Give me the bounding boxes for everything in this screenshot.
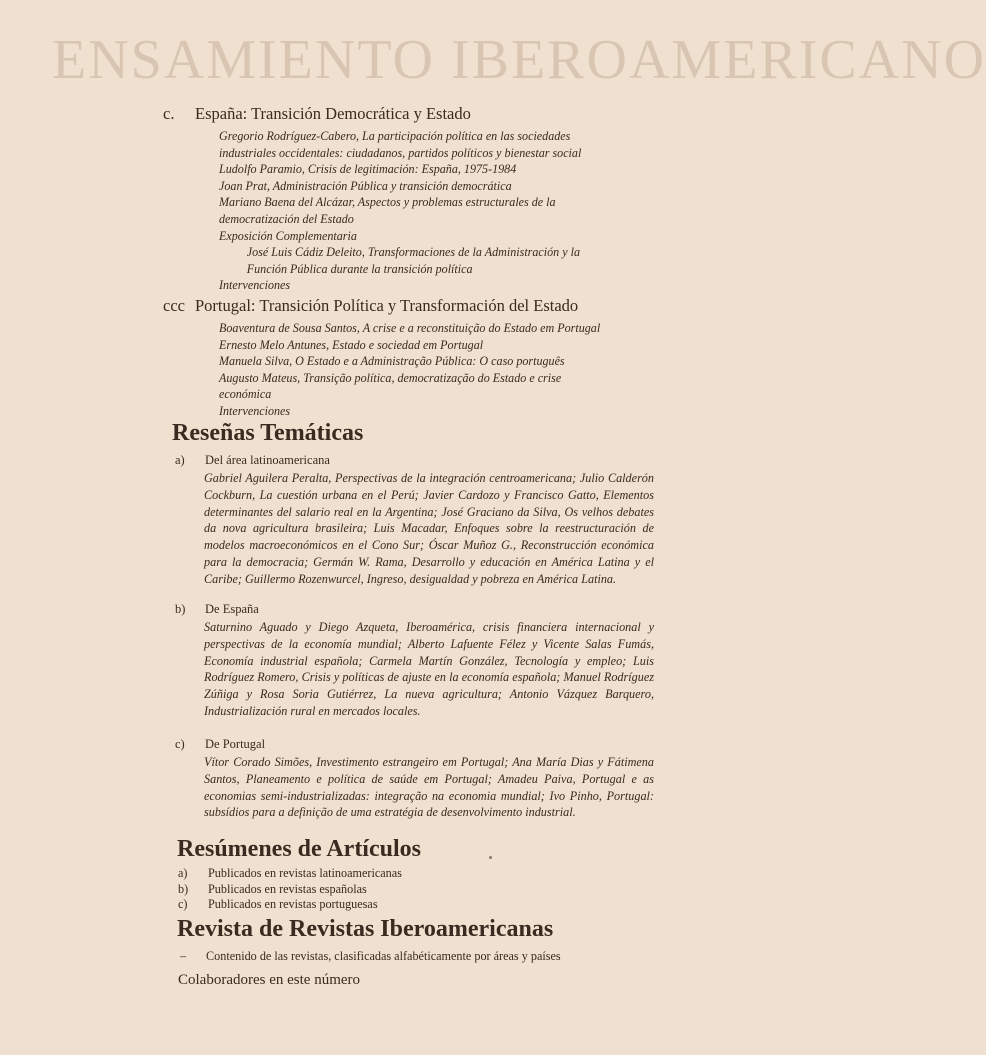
heading-revista: Revista de Revistas Iberoamericanas xyxy=(177,916,554,942)
section-heading-portugal xyxy=(163,296,578,316)
resumenes-list xyxy=(178,866,402,913)
list-item-text: Publicados en revistas españolas xyxy=(208,881,367,896)
subsection-label-b xyxy=(175,602,259,617)
entry-line: Intervenciones xyxy=(219,403,291,418)
entry-line: José Luis Cádiz Deleito, Transformaciones de la Administración y la xyxy=(246,245,581,260)
entry-line: Exposición Complementaria xyxy=(219,228,357,243)
heading-resumenes: Resúmenes de Artículos xyxy=(177,836,421,862)
resenas-c-text: Vítor Corado Simões, Investimento estrangeiro em Portugal; Ana María Dias y Fátimena Santos, Planeamento e política de saúde em Portugal; Amadeu Paiva, Portugal e as economias semi-industrializadas: integração na economia mundial; Ivo Pinho, Portugal: subsídios para a definição de uma estratégia de desenvolvimento industrial. xyxy=(204,755,654,820)
masthead-watermark: ENSAMIENTO IBEROAMERICANO xyxy=(52,29,986,91)
resenas-a-text: Gabriel Aguilera Peralta, Perspectivas de la integración centroamericana; Julio Calderón Cockburn, La cuestión urbana en el Perú; Javier Cardozo y Francisco Gatto, Elementos determinantes del salario real en la Argentina; José Graciano da Silva, Os velhos debates da nova agricultura brasileira; Luis Macadar, Enfoques sobre la reestructuración de modelos macroeconómicos en el Cono Sur; Óscar Muñoz G., Reconstrucción económica para la democracia; Germán W. Rama, Desarrollo y educación en América Latina y el Caribe; Guillermo Rozenwurcel, Ingreso, desigualdad y pobreza en América Latina. xyxy=(204,471,654,586)
section-marker: ccc xyxy=(163,296,185,315)
list-item-text: Publicados en revistas latinoamericanas xyxy=(208,866,402,880)
entry-line: Mariano Baena del Alcázar, Aspectos y problemas estructurales de la xyxy=(219,195,556,210)
revista-line-text: Contenido de las revistas, clasificadas alfabéticamente por áreas y países xyxy=(206,949,561,963)
subsection-letter: b) xyxy=(175,602,186,616)
section-heading-spain xyxy=(163,104,471,124)
entry-line: Boaventura de Sousa Santos, A crise e a reconstituição do Estado em Portugal xyxy=(219,321,601,335)
list-item xyxy=(178,882,402,898)
entry-line: Joan Prat, Administración Pública y transición democrática xyxy=(219,178,512,193)
portugal-entries xyxy=(219,320,659,420)
entry-line: democratización del Estado xyxy=(219,211,354,226)
section-title-portugal: Portugal: Transición Política y Transformación del Estado xyxy=(195,296,579,315)
section-title-spain: España: Transición Democrática y Estado xyxy=(195,104,471,123)
subsection-label-a xyxy=(175,453,330,468)
entry-line: Augusto Mateus, Transição política, democratização do Estado e crise xyxy=(219,370,562,385)
spain-entries xyxy=(219,128,659,294)
entry-line: Manuela Silva, O Estado e a Administração Pública: O caso português xyxy=(219,354,565,369)
entry-line: Ernesto Melo Antunes, Estado e sociedad em Portugal xyxy=(219,337,484,352)
subsection-letter: a) xyxy=(175,453,185,467)
list-item xyxy=(178,866,402,882)
list-letter: b) xyxy=(178,881,189,896)
bullet: – xyxy=(180,949,187,963)
ink-speck xyxy=(489,856,492,859)
list-item-text: Publicados en revistas portuguesas xyxy=(208,897,378,911)
revista-line xyxy=(180,949,561,964)
entry-line: Intervenciones xyxy=(219,278,291,293)
subsection-label-c xyxy=(175,737,265,752)
subsection-title: De Portugal xyxy=(205,737,266,751)
list-letter: c) xyxy=(178,897,188,911)
heading-resenas: Reseñas Temáticas xyxy=(172,420,364,446)
subsection-title: Del área latinoamericana xyxy=(205,453,330,467)
section-marker: c. xyxy=(163,104,175,123)
resenas-b-text: Saturnino Aguado y Diego Azqueta, Iberoamérica, crisis financiera internacional y perspectivas de la economía mundial; Alberto Lafuente Félez y Vicente Salas Fumás, Economía industrial española; Carmela Martín González, Tecnología y empleo; Luis Rodríguez Romero, Crisis y políticas de ajuste en la economía española; Manuel Rodríguez Zúñiga y Rosa Soria Gutiérrez, La nueva agricultura; Antonio Vázquez Barquero, Industrialización rural en mercados locales. xyxy=(204,620,654,718)
entry-line: económica xyxy=(219,387,272,402)
list-item xyxy=(178,897,402,913)
entry-line: industriales occidentales: ciudadanos, partidos políticos y bienestar social xyxy=(219,145,582,160)
entry-line: Función Pública durante la transición política xyxy=(246,261,473,276)
list-letter: a) xyxy=(178,866,188,880)
colaboradores-heading: Colaboradores en este número xyxy=(178,972,361,988)
subsection-letter: c) xyxy=(175,737,185,751)
entry-line: Gregorio Rodríguez-Cabero, La participación política en las sociedades xyxy=(219,129,571,143)
subsection-title: De España xyxy=(205,602,259,616)
entry-line: Ludolfo Paramio, Crisis de legitimación: España, 1975-1984 xyxy=(219,162,517,177)
